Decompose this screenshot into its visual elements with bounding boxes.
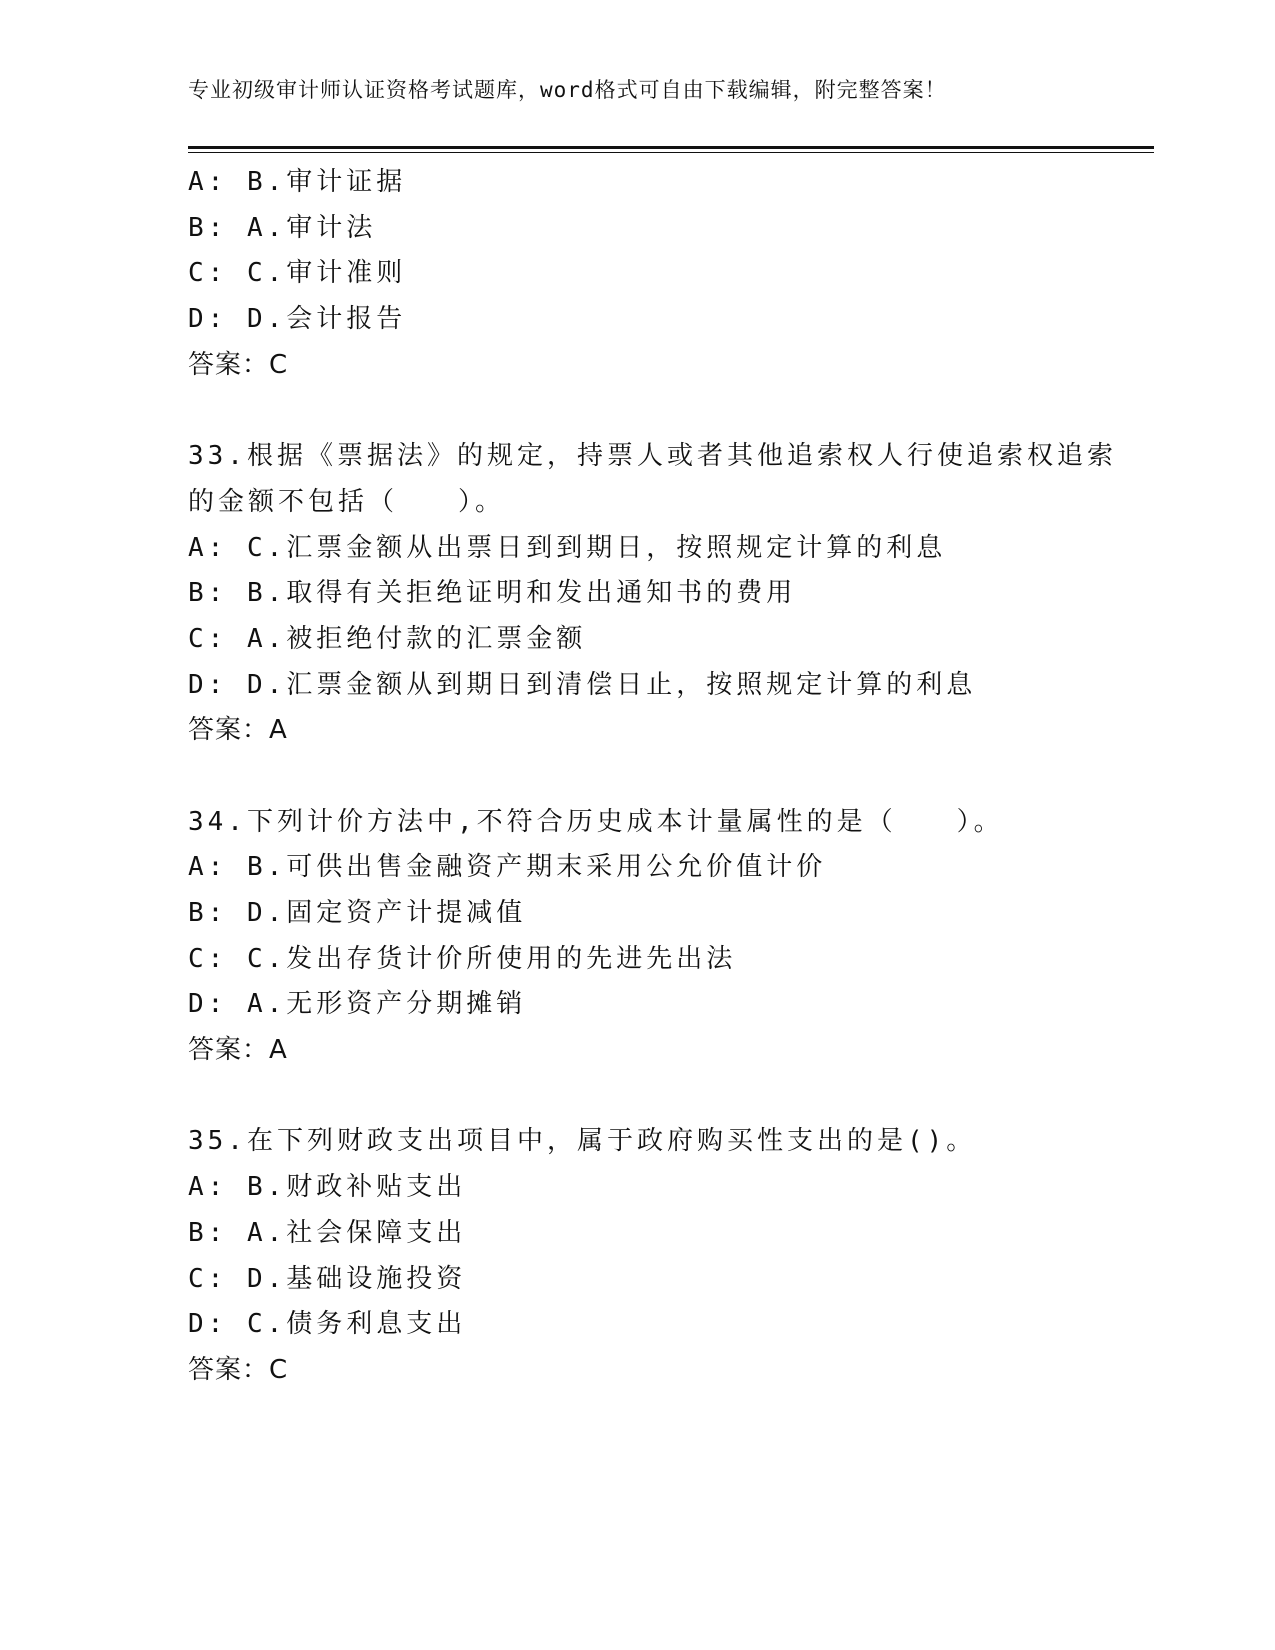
question-text: 35.在下列财政支出项目中，属于政府购买性支出的是()。 xyxy=(188,1126,977,1157)
option-c: C: C.发出存货计价所使用的先进先出法 xyxy=(188,943,737,974)
question-block-32 xyxy=(188,160,1154,388)
answer-line: 答案：A xyxy=(188,1035,288,1066)
answer-line: 答案：C xyxy=(188,349,289,380)
question-block-34 xyxy=(188,800,1154,1074)
option-d: D: D.会计报告 xyxy=(188,304,407,335)
option-b: B: A.社会保障支出 xyxy=(188,1217,467,1248)
option-d: D: D.汇票金额从到期日到清偿日止，按照规定计算的利息 xyxy=(188,669,977,700)
option-a: A: B.财政补贴支出 xyxy=(188,1172,467,1203)
option-b: B: B.取得有关拒绝证明和发出通知书的费用 xyxy=(188,578,797,609)
document-body xyxy=(188,160,1154,1394)
answer-line: 答案：C xyxy=(188,1354,289,1385)
question-text: 33.根据《票据法》的规定，持票人或者其他追索权人行使追索权追索 xyxy=(188,441,1117,472)
spacer xyxy=(188,1074,1154,1120)
option-d: D: A.无形资产分期摊销 xyxy=(188,989,527,1020)
option-b: B: D.固定资产计提减值 xyxy=(188,898,527,928)
question-block-35 xyxy=(188,1119,1154,1393)
option-c: C: A.被拒绝付款的汇票金额 xyxy=(188,623,587,654)
question-text: 的金额不包括（ ）。 xyxy=(188,486,506,517)
option-a: A: B.可供出售金融资产期末采用公允价值计价 xyxy=(188,852,827,883)
option-a: A: B.审计证据 xyxy=(188,167,407,197)
option-c: C: C.审计准则 xyxy=(188,258,407,289)
option-b: B: A.审计法 xyxy=(188,212,377,243)
spacer xyxy=(188,754,1154,800)
page-header: 专业初级审计师认证资格考试题库，word格式可自由下载编辑，附完整答案！ xyxy=(188,78,947,102)
answer-line: 答案：A xyxy=(188,715,288,746)
question-block-33 xyxy=(188,434,1154,754)
spacer xyxy=(188,388,1154,434)
header-divider xyxy=(188,146,1154,153)
option-c: C: D.基础设施投资 xyxy=(188,1263,467,1294)
question-text: 34.下列计价方法中,不符合历史成本计量属性的是（ ）。 xyxy=(188,806,1004,837)
option-d: D: C.债务利息支出 xyxy=(188,1309,467,1340)
option-a: A: C.汇票金额从出票日到到期日，按照规定计算的利息 xyxy=(188,532,947,563)
